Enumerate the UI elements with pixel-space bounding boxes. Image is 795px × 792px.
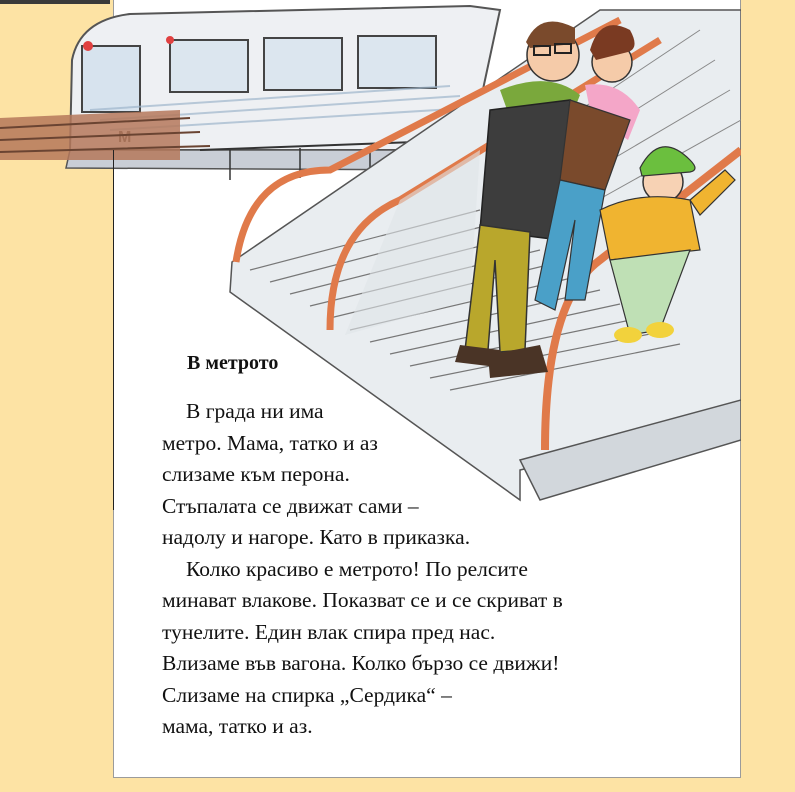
story-line: тунелите. Един влак спира пред нас. [162,619,496,644]
story-title: В метрото [187,352,279,374]
story-line: В града ни има [186,399,324,423]
story-line: Влизаме във вагона. Колко бързо се движи! [162,651,560,675]
story-line: Слизаме на спирка „Сердика“ – [162,682,452,707]
story-text [162,396,682,743]
story-line: Стъпалата се движат сами – [162,493,419,518]
page-left-rule [113,150,114,510]
story-line: слизаме към перона. [162,462,350,486]
story-line: метро. Мама, татко и аз [162,430,378,455]
story-line: минават влакове. Показват се и се скриват в [162,588,563,612]
story-line: мама, татко и аз. [162,714,313,738]
story-line: Колко красиво е метрото! По релсите [186,556,528,581]
story-line: надолу и нагоре. Като в приказка. [162,525,471,549]
